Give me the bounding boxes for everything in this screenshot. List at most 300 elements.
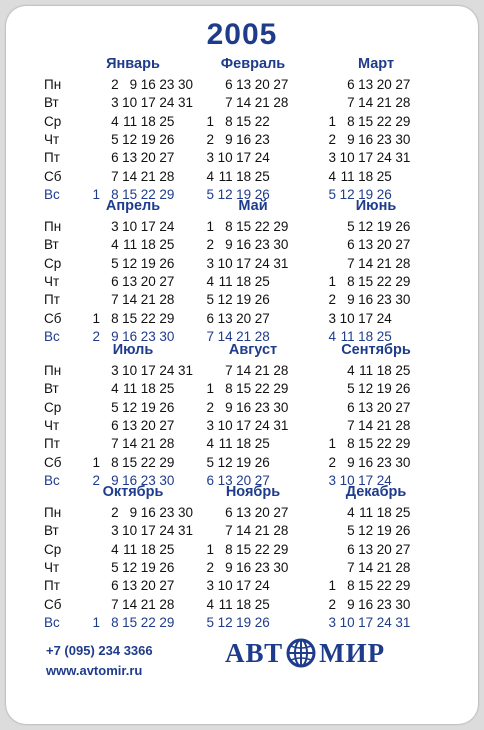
day-number: 30	[395, 292, 411, 308]
day-number: 21	[254, 363, 270, 378]
day-number: 21	[376, 559, 392, 575]
day-number: 13	[122, 417, 138, 433]
day-number: 4	[347, 363, 355, 378]
day-number: 8	[225, 541, 233, 557]
day-number: 9	[225, 399, 233, 415]
day-number: 1	[328, 113, 336, 129]
day-number: 21	[140, 292, 156, 308]
day-number: 10	[122, 95, 138, 111]
day-number: 11	[218, 273, 233, 289]
day-number: 9	[347, 292, 355, 308]
day-number: 14	[358, 559, 374, 575]
day-number: 5	[206, 454, 214, 470]
weekday-label: Чт	[44, 273, 60, 289]
day-number: 11	[123, 541, 138, 557]
day-number: 28	[395, 417, 411, 433]
day-number: 22	[376, 273, 392, 289]
day-number: 2	[328, 596, 336, 612]
day-number: 7	[225, 523, 233, 539]
day-number: 7	[225, 363, 233, 378]
day-number: 23	[140, 472, 156, 488]
day-number: 4	[206, 273, 214, 289]
day-number: 12	[122, 255, 138, 271]
day-number: 3	[206, 255, 214, 271]
day-number: 29	[159, 454, 175, 470]
day-number: 14	[236, 523, 252, 539]
day-number: 24	[376, 472, 392, 488]
weekday-label: Пн	[44, 219, 62, 234]
website-link[interactable]: www.avtomir.ru	[46, 663, 143, 678]
day-number: 17	[358, 472, 374, 488]
day-number: 22	[140, 186, 156, 202]
weekday-label: Ср	[44, 399, 62, 415]
day-number: 23	[376, 454, 392, 470]
day-number: 10	[217, 150, 233, 166]
day-number: 12	[358, 381, 374, 397]
day-number: 20	[140, 273, 156, 289]
day-number: 10	[217, 578, 233, 594]
day-number: 10	[339, 150, 355, 166]
day-number: 25	[395, 363, 411, 378]
day-number: 1	[206, 541, 214, 557]
day-number: 5	[328, 186, 336, 202]
weekday-label: Вт	[44, 237, 59, 253]
day-number: 22	[140, 454, 156, 470]
weekday-label: Ср	[44, 541, 62, 557]
day-number: 24	[254, 578, 270, 594]
day-number: 28	[395, 95, 411, 111]
day-number: 28	[395, 559, 411, 575]
day-number: 11	[340, 328, 355, 344]
day-number: 25	[254, 168, 270, 184]
day-number: 3	[111, 523, 119, 539]
day-number: 7	[206, 328, 214, 344]
day-number: 17	[358, 150, 374, 166]
day-number: 8	[347, 113, 355, 129]
day-number: 16	[358, 596, 374, 612]
day-number: 30	[273, 559, 289, 575]
day-number: 6	[111, 273, 119, 289]
day-number: 20	[376, 77, 392, 92]
day-number: 10	[122, 363, 138, 378]
day-number: 26	[254, 454, 270, 470]
day-number: 18	[376, 363, 392, 378]
day-number: 20	[254, 77, 270, 92]
day-number: 27	[273, 505, 289, 520]
day-number: 6	[347, 541, 355, 557]
day-number: 12	[217, 454, 233, 470]
day-number: 20	[376, 237, 392, 253]
phone-number: +7 (095) 234 3366	[46, 643, 153, 658]
weekday-label: Чт	[44, 559, 60, 575]
day-number: 10	[122, 523, 138, 539]
day-number: 4	[111, 237, 119, 253]
day-number: 21	[254, 523, 270, 539]
day-number: 23	[376, 596, 392, 612]
day-number: 24	[254, 417, 270, 433]
day-number: 16	[122, 328, 138, 344]
day-number: 15	[122, 310, 138, 326]
weekday-label: Сб	[44, 454, 62, 470]
day-number: 5	[347, 219, 355, 234]
day-number: 22	[254, 541, 270, 557]
day-number: 25	[159, 237, 175, 253]
day-number: 2	[206, 559, 214, 575]
day-number: 5	[206, 186, 214, 202]
day-number: 19	[140, 131, 156, 147]
day-number: 22	[376, 578, 392, 594]
day-number: 22	[376, 113, 392, 129]
day-number: 10	[217, 255, 233, 271]
day-number: 31	[395, 614, 411, 630]
day-number: 22	[140, 614, 156, 630]
day-number: 5	[206, 292, 214, 308]
day-number: 7	[347, 417, 355, 433]
day-number: 6	[206, 310, 214, 326]
day-number: 18	[140, 237, 156, 253]
day-number: 1	[206, 381, 214, 397]
day-number: 28	[159, 292, 175, 308]
day-number: 14	[358, 417, 374, 433]
day-number: 4	[347, 505, 355, 520]
day-number: 5	[206, 614, 214, 630]
day-number: 24	[376, 150, 392, 166]
day-number: 18	[236, 168, 252, 184]
day-number: 14	[358, 255, 374, 271]
day-number: 25	[395, 505, 411, 520]
day-number: 25	[159, 541, 175, 557]
day-number: 23	[254, 559, 270, 575]
day-number: 2	[206, 399, 214, 415]
day-number: 2	[206, 237, 214, 253]
day-number: 16	[358, 454, 374, 470]
day-number: 28	[395, 255, 411, 271]
day-number: 8	[225, 113, 233, 129]
day-number: 13	[236, 77, 252, 92]
day-number: 25	[159, 113, 175, 129]
day-number: 27	[159, 273, 175, 289]
day-number: 28	[273, 363, 289, 378]
day-number: 15	[358, 436, 374, 452]
weekday-label: Пн	[44, 77, 62, 92]
day-number: 13	[122, 578, 138, 594]
day-number: 1	[206, 219, 214, 234]
day-number: 21	[376, 417, 392, 433]
day-number: 28	[159, 596, 175, 612]
day-number: 21	[376, 255, 392, 271]
day-number: 22	[376, 436, 392, 452]
day-number: 21	[236, 328, 252, 344]
day-number: 14	[122, 168, 138, 184]
day-number: 4	[328, 168, 336, 184]
day-number: 25	[376, 328, 392, 344]
day-number: 18	[236, 273, 252, 289]
day-number: 2	[92, 328, 100, 344]
day-number: 19	[236, 454, 252, 470]
day-number: 18	[236, 436, 252, 452]
day-number: 15	[236, 219, 252, 234]
day-number: 16	[140, 505, 156, 520]
day-number: 16	[236, 131, 252, 147]
day-number: 14	[236, 95, 252, 111]
day-number: 7	[111, 436, 119, 452]
month-title: Ноябрь	[225, 484, 281, 500]
day-number: 1	[92, 454, 100, 470]
day-number: 10	[122, 219, 138, 234]
day-number: 25	[254, 436, 270, 452]
day-number: 21	[140, 596, 156, 612]
day-number: 31	[177, 95, 193, 111]
day-number: 3	[328, 310, 336, 326]
day-number: 23	[254, 237, 270, 253]
day-number: 13	[217, 472, 233, 488]
day-number: 11	[123, 113, 138, 129]
day-number: 2	[328, 292, 336, 308]
day-number: 10	[339, 472, 355, 488]
day-number: 18	[358, 328, 374, 344]
day-number: 7	[111, 292, 119, 308]
day-number: 26	[159, 399, 175, 415]
day-number: 5	[111, 559, 119, 575]
day-number: 19	[140, 399, 156, 415]
month-title: Апрель	[105, 198, 161, 214]
weekday-label: Вс	[44, 328, 60, 344]
day-number: 1	[328, 273, 336, 289]
day-number: 15	[236, 541, 252, 557]
day-number: 12	[217, 292, 233, 308]
day-number: 29	[395, 578, 411, 594]
day-number: 9	[225, 131, 233, 147]
day-number: 4	[111, 381, 119, 397]
day-number: 11	[218, 596, 233, 612]
day-number: 19	[376, 381, 392, 397]
day-number: 2	[92, 472, 100, 488]
day-number: 3	[206, 417, 214, 433]
day-number: 28	[254, 328, 270, 344]
weekday-label: Пт	[44, 292, 60, 308]
weekday-label: Пн	[44, 505, 62, 520]
weekday-label: Вс	[44, 186, 60, 202]
year-title: 2005	[206, 18, 278, 51]
day-number: 30	[395, 131, 411, 147]
day-number: 16	[140, 77, 156, 92]
day-number: 19	[358, 186, 374, 202]
day-number: 31	[273, 255, 289, 271]
weekday-label: Вс	[44, 472, 60, 488]
day-number: 16	[236, 399, 252, 415]
day-number: 15	[358, 273, 374, 289]
day-number: 7	[225, 95, 233, 111]
day-number: 20	[140, 578, 156, 594]
day-number: 20	[376, 541, 392, 557]
day-number: 24	[159, 219, 175, 234]
day-number: 19	[140, 559, 156, 575]
day-number: 29	[395, 273, 411, 289]
day-number: 29	[273, 219, 289, 234]
day-number: 15	[236, 113, 252, 129]
day-number: 27	[159, 578, 175, 594]
day-number: 22	[254, 219, 270, 234]
day-number: 8	[347, 436, 355, 452]
day-number: 1	[92, 186, 100, 202]
month-title: Август	[228, 342, 278, 358]
day-number: 23	[140, 328, 156, 344]
day-number: 27	[254, 472, 270, 488]
day-number: 18	[358, 168, 374, 184]
day-number: 30	[177, 505, 193, 520]
day-number: 20	[236, 310, 252, 326]
day-number: 15	[358, 113, 374, 129]
day-number: 29	[273, 541, 289, 557]
day-number: 11	[123, 237, 138, 253]
day-number: 14	[236, 363, 252, 378]
month-title: Январь	[106, 56, 160, 72]
day-number: 23	[376, 292, 392, 308]
day-number: 24	[159, 363, 175, 378]
day-number: 11	[359, 505, 374, 520]
weekday-label: Сб	[44, 596, 62, 612]
day-number: 26	[159, 131, 175, 147]
day-number: 4	[206, 168, 214, 184]
day-number: 9	[111, 328, 119, 344]
day-number: 6	[111, 150, 119, 166]
day-number: 9	[347, 454, 355, 470]
day-number: 30	[395, 596, 411, 612]
day-number: 27	[395, 237, 411, 253]
day-number: 27	[395, 541, 411, 557]
day-number: 18	[140, 381, 156, 397]
weekday-label: Пт	[44, 150, 60, 166]
month-title: Май	[238, 198, 268, 214]
day-number: 27	[254, 310, 270, 326]
day-number: 17	[236, 150, 252, 166]
day-number: 20	[140, 417, 156, 433]
month-title: Март	[357, 56, 395, 72]
day-number: 14	[217, 328, 233, 344]
day-number: 8	[347, 273, 355, 289]
day-number: 8	[111, 186, 119, 202]
day-number: 4	[111, 113, 119, 129]
day-number: 20	[140, 150, 156, 166]
day-number: 12	[122, 399, 138, 415]
day-number: 11	[218, 168, 233, 184]
day-number: 16	[358, 131, 374, 147]
day-number: 3	[206, 578, 214, 594]
day-number: 12	[358, 219, 374, 234]
day-number: 4	[328, 328, 336, 344]
day-number: 14	[122, 292, 138, 308]
day-number: 29	[159, 310, 175, 326]
day-number: 3	[328, 614, 336, 630]
day-number: 6	[347, 237, 355, 253]
weekday-label: Пн	[44, 363, 62, 378]
weekday-label: Чт	[44, 131, 60, 147]
day-number: 21	[254, 95, 270, 111]
day-number: 21	[376, 95, 392, 111]
day-number: 25	[376, 168, 392, 184]
day-number: 8	[111, 614, 119, 630]
day-number: 13	[358, 77, 374, 92]
day-number: 10	[217, 417, 233, 433]
day-number: 9	[111, 472, 119, 488]
day-number: 7	[347, 255, 355, 271]
day-number: 19	[236, 186, 252, 202]
day-number: 26	[395, 381, 411, 397]
month-title: Июнь	[355, 198, 397, 214]
day-number: 24	[376, 614, 392, 630]
day-number: 26	[159, 559, 175, 575]
day-number: 9	[129, 505, 138, 520]
avtomir-logo	[225, 633, 385, 673]
day-number: 18	[140, 541, 156, 557]
day-number: 13	[358, 541, 374, 557]
day-number: 16	[236, 237, 252, 253]
day-number: 6	[225, 505, 233, 520]
day-number: 9	[347, 596, 355, 612]
day-number: 23	[254, 399, 270, 415]
weekday-label: Вт	[44, 381, 59, 397]
day-number: 30	[273, 237, 289, 253]
day-number: 11	[340, 168, 355, 184]
day-number: 1	[206, 113, 214, 129]
day-number: 31	[177, 523, 193, 539]
day-number: 26	[376, 186, 392, 202]
day-number: 16	[358, 292, 374, 308]
day-number: 17	[140, 363, 156, 378]
day-number: 24	[254, 150, 270, 166]
day-number: 5	[111, 399, 119, 415]
day-number: 17	[140, 523, 156, 539]
day-number: 9	[129, 77, 138, 92]
day-number: 20	[376, 399, 392, 415]
weekday-label: Ср	[44, 113, 62, 129]
day-number: 30	[177, 77, 193, 92]
day-number: 13	[358, 399, 374, 415]
day-number: 24	[254, 255, 270, 271]
day-number: 27	[159, 417, 175, 433]
day-number: 13	[122, 150, 138, 166]
day-number: 7	[347, 95, 355, 111]
day-number: 27	[159, 150, 175, 166]
weekday-label: Вс	[44, 614, 60, 630]
day-number: 7	[111, 168, 119, 184]
day-number: 5	[111, 131, 119, 147]
weekday-label: Сб	[44, 310, 62, 326]
day-number: 19	[140, 255, 156, 271]
day-number: 20	[236, 472, 252, 488]
day-number: 9	[347, 131, 355, 147]
day-number: 30	[273, 399, 289, 415]
day-number: 17	[140, 95, 156, 111]
day-number: 2	[328, 454, 336, 470]
month-title: Сентябрь	[341, 342, 411, 358]
day-number: 8	[225, 219, 233, 234]
day-number: 3	[206, 150, 214, 166]
day-number: 4	[111, 541, 119, 557]
logo-text-left: АВТ	[225, 637, 284, 668]
weekday-label: Сб	[44, 168, 62, 184]
day-number: 7	[111, 596, 119, 612]
day-number: 18	[376, 505, 392, 520]
day-number: 5	[347, 381, 355, 397]
day-number: 11	[123, 381, 138, 397]
day-number: 23	[254, 131, 270, 147]
day-number: 12	[217, 614, 233, 630]
day-number: 18	[236, 596, 252, 612]
day-number: 8	[225, 381, 233, 397]
day-number: 3	[111, 95, 119, 111]
day-number: 24	[159, 95, 175, 111]
